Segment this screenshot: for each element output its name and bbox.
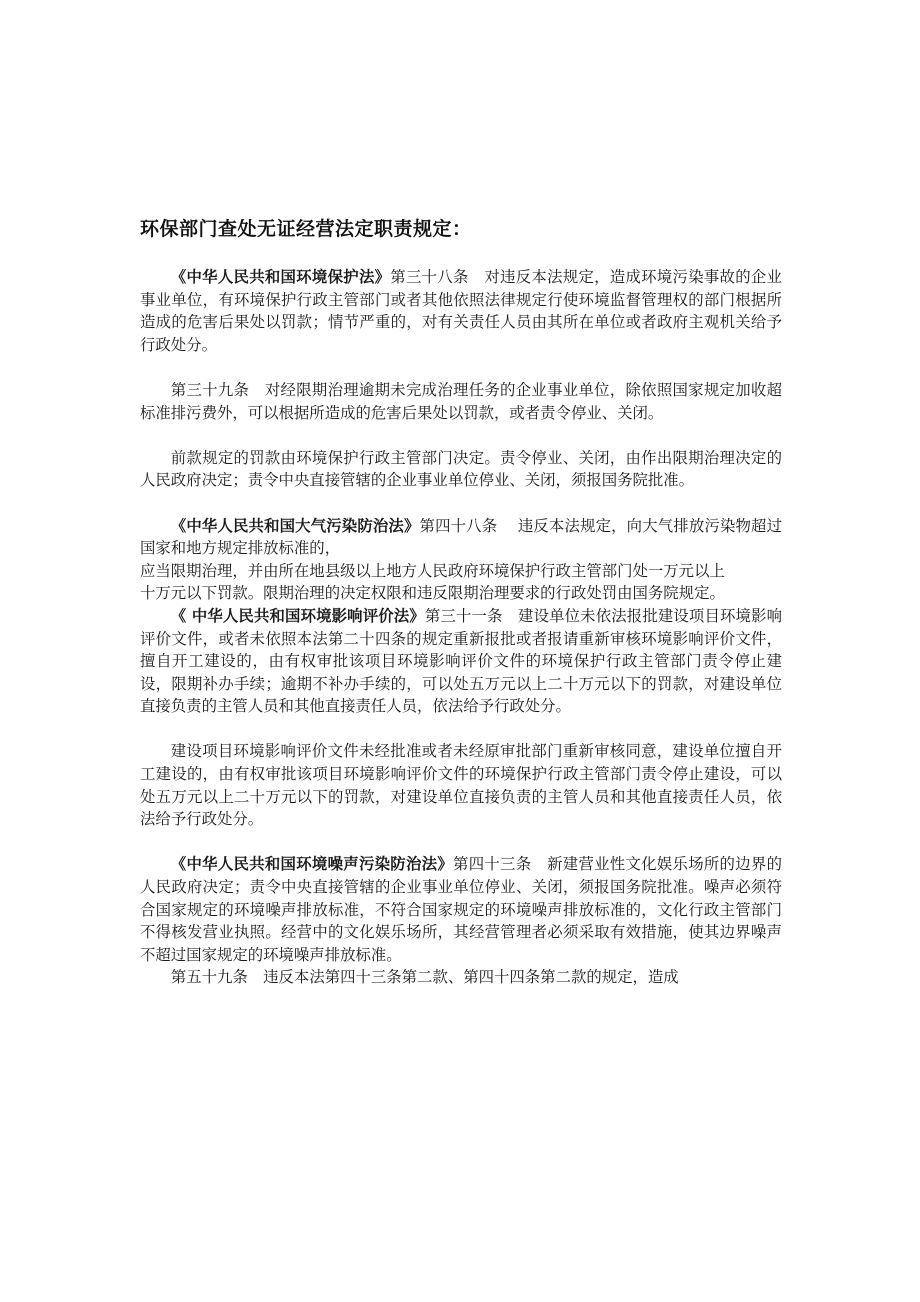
document-body: [140, 266, 782, 989]
paragraph-line: 十万元以下罚款。限期治理的决定权限和违反限期治理要求的行政处罚由国务院规定。: [140, 584, 725, 603]
paragraph-eia-unapproved: [140, 740, 782, 830]
paragraph-gap: [140, 424, 782, 447]
paragraph-air-pollution-law: [140, 515, 782, 560]
paragraph-text: 建设项目环境影响评价文件未经批准或者未经原审批部门重新审核同意，建设单位擅自开工建设的，由有权审批该项目环境影响评价文件的环境保护行政主管部门责令停止建设，可以处五万元以上二十万元以下的罚款，对建设单位直接负责的主管人员和其他直接责任人员，依法给予行政处分。: [140, 742, 782, 829]
document-title: 环保部门查处无证经营法定职责规定：: [140, 218, 472, 240]
paragraph-gap: [140, 356, 782, 379]
paragraph-text: 第三十一条 建设单位未依法报批建设项目环境影响评价文件，或者未依照本法第二十四条的规定重新报批或者报请重新审核环境影响评价文件，擅自开工建设的，由有权审批该项目环境影响评价文件的环境保护行政主管部门责令停止建设，限期补办手续；逾期不补办手续的，可以处五万元以上二十万元以下的罚款，对建设单位直接负责的主管人员和其他直接责任人员，依法给予行政处分。: [140, 606, 782, 716]
paragraph-text: 第四十三条 新建营业性文化娱乐场所的边界的人民政府决定；责令中央直接管辖的企业事业单位停业、关闭，须报国务院批准。噪声必须符合国家规定的环境噪声排放标准，不符合国家规定的环境噪声排放标准的，文化行政主管部门不得核发营业执照。经营中的文化娱乐场所，其经营管理者必须采取有效措施，使其边界噪声不超过国家规定的环境噪声排放标准。: [140, 855, 782, 964]
law-name: 《中华人民共和国环境噪声污染防治法》: [170, 855, 454, 874]
paragraph-gap: [140, 492, 782, 515]
paragraph-text: 第五十九条 违反本法第四十三条第二款、第四十四条第二款的规定，造成: [170, 968, 679, 987]
paragraph-text: 第三十九条 对经限期治理逾期未完成治理任务的企业事业单位，除依照国家规定加收超标准排污费外，可以根据所造成的危害后果处以罚款，或者责令停业、关闭。: [140, 380, 782, 422]
paragraph-line: 应当限期治理，并由所在地县级以上地方人民政府环境保护行政主管部门处一万元以上: [140, 561, 725, 580]
paragraph-penalty-authority: [140, 447, 782, 492]
paragraph-article-59: [140, 966, 782, 989]
paragraph-article-39: [140, 379, 782, 424]
paragraph-gap: [140, 831, 782, 854]
paragraph-gap: [140, 718, 782, 741]
paragraph-text: 第四十八条 违反本法规定，向大气排放污染物超过国家和地方规定排放标准的，: [140, 516, 782, 558]
law-name: 《 中华人民共和国环境影响评价法》: [170, 606, 425, 625]
paragraph-environmental-protection-law: [140, 266, 782, 356]
paragraph-text: 前款规定的罚款由环境保护行政主管部门决定。责令停业、关闭，由作出限期治理决定的人民政府决定；责令中央直接管辖的企业事业单位停业、关闭，须报国务院批准。: [140, 448, 782, 490]
paragraph-noise-law: [140, 853, 782, 966]
law-name: 《中华人民共和国环境保护法》: [170, 268, 391, 286]
paragraph-text: 第三十八条 对违反本法规定，造成环境污染事故的企业事业单位，有环境保护行政主管部门或者其他依照法律规定行使环境监督管理权的部门根据所造成的危害后果处以罚款；情节严重的，对有关责任人员由其所在单位或者政府主观机关给予行政处分。: [140, 268, 782, 354]
law-name: 《中华人民共和国大气污染防治法》: [170, 516, 420, 535]
paragraph-eia-law: [140, 605, 782, 718]
